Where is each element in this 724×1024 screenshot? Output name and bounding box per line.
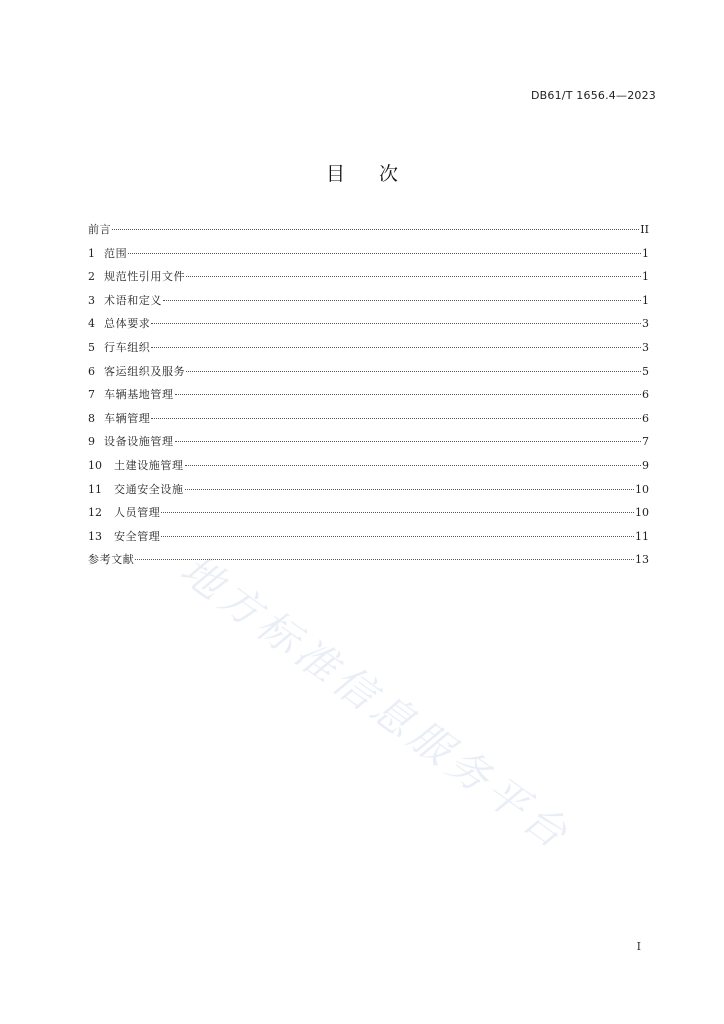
toc-dot-leader <box>151 323 641 324</box>
toc-entry-number: 3 <box>88 293 95 307</box>
document-code: DB61/T 1656.4—2023 <box>530 89 656 102</box>
page-number: I <box>636 940 641 953</box>
toc-entry-number: 8 <box>88 411 95 425</box>
toc-entry-page: II <box>640 223 649 236</box>
toc-dot-leader <box>185 465 641 466</box>
toc-entry[interactable] <box>88 383 649 407</box>
toc-entry-number: 4 <box>88 317 95 331</box>
toc-entry-page: 6 <box>642 388 649 402</box>
toc-dot-leader <box>151 347 641 348</box>
toc-entry[interactable] <box>88 407 649 431</box>
toc-entry[interactable] <box>88 548 649 572</box>
toc-entry-label: 设备设施管理 <box>104 435 174 449</box>
toc-entry-number: 12 <box>88 506 102 520</box>
toc-dot-leader <box>185 489 634 490</box>
toc-entry-label: 总体要求 <box>104 317 151 331</box>
toc-entry-page: 7 <box>642 435 649 449</box>
toc-entry[interactable] <box>88 360 649 384</box>
toc-entry-page: 3 <box>642 317 649 331</box>
toc-title: 目次 <box>325 163 432 185</box>
toc-entry-label: 规范性引用文件 <box>104 270 186 284</box>
toc-entry-number: 11 <box>88 482 102 496</box>
toc-entry-label: 范围 <box>104 246 128 260</box>
toc-dot-leader <box>186 276 641 277</box>
toc-dot-leader <box>163 300 641 301</box>
toc-entry[interactable] <box>88 265 649 289</box>
toc-entry[interactable] <box>88 312 649 336</box>
toc-dot-leader <box>151 418 641 419</box>
toc-entry[interactable] <box>88 218 649 242</box>
toc-entry[interactable] <box>88 525 649 549</box>
toc-entry-number: 5 <box>88 340 95 354</box>
toc-entry-label: 车辆管理 <box>104 411 151 425</box>
toc-entry-label: 安全管理 <box>114 529 161 543</box>
toc-dot-leader <box>175 394 641 395</box>
table-of-contents <box>88 218 649 572</box>
toc-dot-leader <box>112 229 639 230</box>
toc-entry-number: 13 <box>88 529 102 543</box>
toc-entry-label: 交通安全设施 <box>114 482 184 496</box>
toc-dot-leader <box>186 371 641 372</box>
toc-dot-leader <box>135 559 634 560</box>
toc-entry-page: 11 <box>635 529 649 543</box>
toc-entry-number: 1 <box>88 246 95 260</box>
toc-dot-leader <box>175 441 641 442</box>
toc-entry-page: 3 <box>642 340 649 354</box>
toc-entry-number: 6 <box>88 364 95 378</box>
toc-entry-number: 9 <box>88 435 95 449</box>
toc-entry-number: 7 <box>88 388 95 402</box>
toc-entry-label: 前言 <box>88 223 112 236</box>
toc-entry-label: 客运组织及服务 <box>104 364 186 378</box>
toc-entry-page: 9 <box>642 458 649 472</box>
toc-entry[interactable] <box>88 430 649 454</box>
toc-entry-label: 术语和定义 <box>104 293 162 307</box>
toc-entry-page: 5 <box>642 364 649 378</box>
toc-entry-page: 10 <box>635 506 649 520</box>
toc-entry[interactable] <box>88 501 649 525</box>
toc-entry-page: 6 <box>642 411 649 425</box>
toc-entry-number: 10 <box>88 458 102 472</box>
toc-entry-page: 13 <box>635 553 649 567</box>
toc-entry-page: 1 <box>642 246 649 260</box>
toc-entry-label: 参考文献 <box>88 553 135 567</box>
toc-entry[interactable] <box>88 242 649 266</box>
toc-entry[interactable] <box>88 289 649 313</box>
toc-entry-label: 人员管理 <box>114 506 161 520</box>
toc-entry-page: 10 <box>635 482 649 496</box>
toc-entry-number: 2 <box>88 270 95 284</box>
toc-entry[interactable] <box>88 454 649 478</box>
toc-dot-leader <box>161 536 634 537</box>
toc-entry[interactable] <box>88 336 649 360</box>
toc-entry-page: 1 <box>642 270 649 284</box>
toc-dot-leader <box>161 512 634 513</box>
toc-entry-label: 土建设施管理 <box>114 458 184 472</box>
toc-entry-label: 行车组织 <box>104 340 151 354</box>
watermark: 地方标准信息服务平台 <box>171 545 581 861</box>
toc-entry-label: 车辆基地管理 <box>104 388 174 402</box>
toc-entry-page: 1 <box>642 293 649 307</box>
toc-entry[interactable] <box>88 478 649 502</box>
toc-dot-leader <box>128 253 641 254</box>
